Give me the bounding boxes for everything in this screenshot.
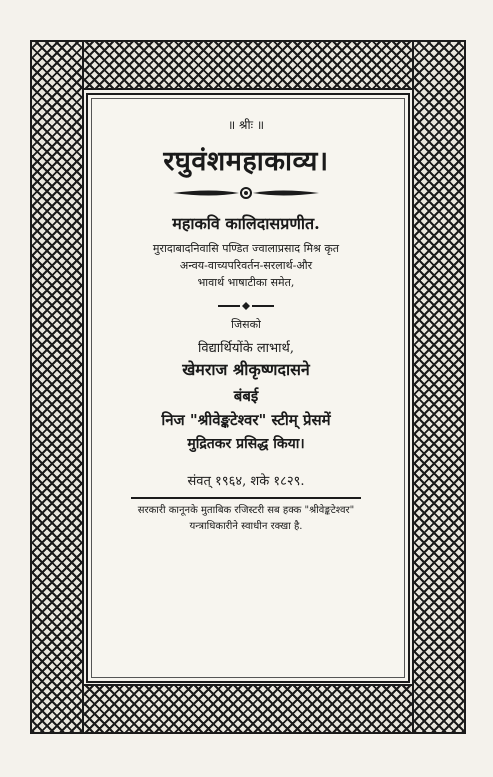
publication-date: संवत् १९६४, शके १८२९. (187, 474, 305, 489)
divider-ornament-icon (216, 301, 276, 311)
title-page-content (92, 110, 400, 535)
copyright-notice-line-2: यन्त्राधिकारीने स्वाधीन रक्खा है. (189, 521, 303, 532)
commentary-line-1: मुरादाबादनिवासि पण्डित ज्वालाप्रसाद मिश्र कृत (152, 242, 340, 255)
purpose-line: विद्यार्थियोंके लाभार्थ, (198, 341, 294, 356)
printed-line: मुद्रितकर प्रसिद्ध किया। (187, 436, 305, 452)
border-right (412, 40, 466, 734)
border-left (30, 40, 84, 734)
jisko-text: जिसको (231, 318, 261, 331)
press-name: निज "श्रीवेङ्कटेश्वर" स्टीम् प्रेसमें (161, 411, 331, 429)
commentary-line-2: अन्वय-वाच्यपरिवर्तन-सरलार्थ-और (179, 259, 313, 272)
city-name: बंबई (233, 387, 259, 405)
invocation: ॥ श्रीः ॥ (227, 118, 265, 132)
divider-rule (131, 497, 361, 499)
border-top (30, 40, 466, 90)
title-ornament-icon (171, 186, 321, 200)
copyright-notice-line-1: सरकारी कानूनके मुताबिक रजिस्टरी सब हक्क "श्रीवेङ्कटेश्वर" (137, 505, 355, 516)
book-title: रघुवंशमहाकाव्य। (163, 146, 329, 177)
border-bottom (30, 684, 466, 734)
author-line: महाकवि कालिदासप्रणीत. (172, 214, 320, 233)
commentary-line-3: भावार्थ भाषाटीका समेत, (197, 276, 295, 289)
publisher-name: खेमराज श्रीकृष्णदासने (182, 360, 310, 379)
